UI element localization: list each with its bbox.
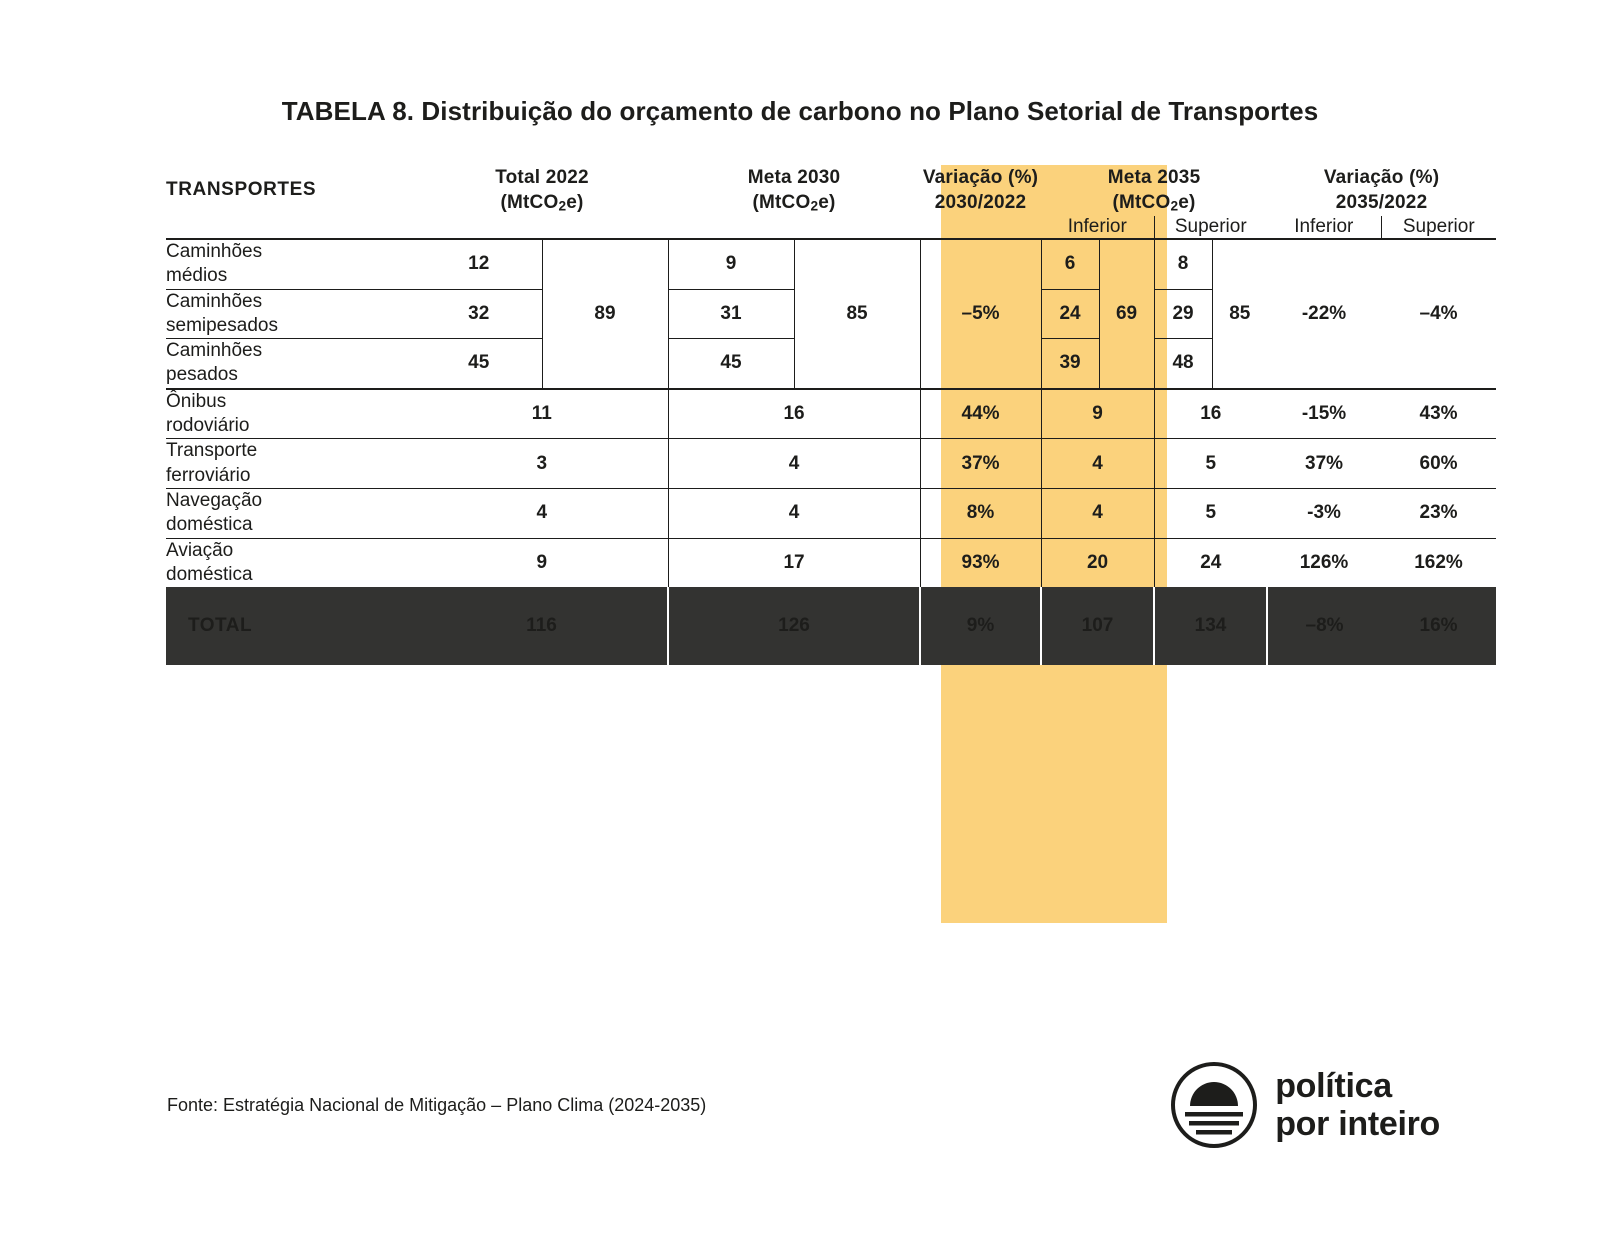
table-total-row	[166, 587, 1496, 665]
cell-caminhoes-semipesados-meta2030: 31	[668, 289, 794, 339]
row-label-navegacao: Navegação doméstica	[166, 489, 416, 539]
table-row	[166, 489, 1496, 539]
cell-ferroviario-total2022: 3	[416, 439, 668, 489]
page-title	[0, 96, 1600, 127]
cell-navegacao-meta2035-sup: 5	[1154, 489, 1267, 539]
table-number: TABELA 8.	[281, 96, 415, 126]
cell-aviacao-var2035-sup: 162%	[1381, 538, 1496, 587]
subheader-blank-var2030	[920, 216, 1041, 239]
cell-caminhoes-pesados-total2022: 45	[416, 339, 542, 389]
row-label-caminhoes-pesados: Caminhões pesados	[166, 339, 416, 389]
subheader-blank-name	[166, 216, 416, 239]
subheader-var2035-inferior: Inferior	[1294, 215, 1354, 237]
cell-navegacao-meta2035-inf: 4	[1041, 489, 1154, 539]
cell-caminhoes-medios-total2022: 12	[416, 239, 542, 289]
cell-caminhoes-pesados-meta2030: 45	[668, 339, 794, 389]
cell-caminhoes-group-var2035-inf: -22%	[1267, 239, 1381, 389]
cell-total-var2035-inf: –8%	[1267, 587, 1381, 665]
row-label-aviacao: Aviação doméstica	[166, 538, 416, 587]
cell-caminhoes-group-meta2035-sup: 85	[1212, 239, 1267, 389]
cell-total-meta2030: 126	[668, 587, 920, 665]
cell-caminhoes-pesados-meta2035-sup: 48	[1154, 339, 1212, 389]
cell-ferroviario-var2035-inf: 37%	[1267, 439, 1381, 489]
cell-ferroviario-meta2030: 4	[668, 439, 920, 489]
header-meta-2030-unit: (MtCO$_2$e)	[752, 192, 836, 214]
cell-onibus-total2022: 11	[416, 389, 668, 439]
brand-logo	[1171, 1062, 1440, 1148]
subheader-blank-meta2030	[668, 216, 920, 239]
cell-ferroviario-var2030: 37%	[920, 439, 1041, 489]
cell-caminhoes-group-var2030: –5%	[920, 239, 1041, 389]
subheader-blank-total2022	[416, 216, 668, 239]
header-transportes: TRANSPORTES	[166, 179, 317, 201]
cell-total-meta2035-inf: 107	[1041, 587, 1154, 665]
cell-navegacao-var2035-sup: 23%	[1381, 489, 1496, 539]
cell-aviacao-var2035-inf: 126%	[1267, 538, 1381, 587]
header-variacao-2030: Variação (%) 2030/2022	[922, 167, 1039, 214]
cell-caminhoes-medios-meta2035-sup: 8	[1154, 239, 1212, 289]
cell-onibus-var2035-sup: 43%	[1381, 389, 1496, 439]
table-subheader-row	[166, 216, 1496, 239]
cell-onibus-meta2035-sup: 16	[1154, 389, 1267, 439]
header-meta-2035-unit: (MtCO$_2$e)	[1112, 192, 1196, 214]
table-row	[166, 439, 1496, 489]
header-meta-2030: Meta 2030 (MtCO$_2$e)	[668, 165, 920, 216]
subheader-meta2035-superior: Superior	[1154, 216, 1267, 239]
cell-total-meta2035-sup: 134	[1154, 587, 1267, 665]
header-meta-2035: Meta 2035 (MtCO$_2$e)	[1041, 165, 1267, 216]
cell-aviacao-meta2035-sup: 24	[1154, 538, 1267, 587]
cell-navegacao-var2030: 8%	[920, 489, 1041, 539]
cell-total-var2035-sup: 16%	[1381, 587, 1496, 665]
cell-total-var2030: 9%	[920, 587, 1041, 665]
cell-caminhoes-pesados-meta2035-inf: 39	[1041, 339, 1099, 389]
source-note: Fonte: Estratégia Nacional de Mitigação – Plano Clima (2024-2035)	[167, 1095, 707, 1115]
cell-onibus-var2030: 44%	[920, 389, 1041, 439]
table-grid	[166, 165, 1496, 665]
cell-caminhoes-medios-meta2030: 9	[668, 239, 794, 289]
title-text: Distribuição do orçamento de carbono no Plano Setorial de Transportes	[421, 96, 1319, 126]
cell-aviacao-var2030: 93%	[920, 538, 1041, 587]
subheader-var2035-superior: Superior	[1381, 216, 1496, 239]
cell-ferroviario-meta2035-sup: 5	[1154, 439, 1267, 489]
cell-ferroviario-var2035-sup: 60%	[1381, 439, 1496, 489]
cell-aviacao-meta2030: 17	[668, 538, 920, 587]
cell-onibus-meta2030: 16	[668, 389, 920, 439]
header-variacao-2035: Variação (%) 2035/2022	[1323, 167, 1440, 214]
sunrise-logo-icon	[1171, 1062, 1257, 1148]
carbon-budget-table	[166, 165, 1475, 665]
subheader-meta2035-inferior: Inferior	[1067, 215, 1127, 237]
table-header-row	[166, 165, 1496, 216]
cell-caminhoes-medios-meta2035-inf: 6	[1041, 239, 1099, 289]
cell-navegacao-total2022: 4	[416, 489, 668, 539]
header-total-2022-unit: (MtCO$_2$e)	[500, 192, 584, 214]
cell-onibus-meta2035-inf: 9	[1041, 389, 1154, 439]
table-row	[166, 538, 1496, 587]
cell-navegacao-var2035-inf: -3%	[1267, 489, 1381, 539]
cell-caminhoes-group-var2035-sup: –4%	[1381, 239, 1496, 389]
cell-onibus-var2035-inf: -15%	[1267, 389, 1381, 439]
row-label-onibus: Ônibus rodoviário	[166, 389, 416, 439]
cell-navegacao-meta2030: 4	[668, 489, 920, 539]
cell-caminhoes-group-meta2035-inf: 69	[1099, 239, 1154, 389]
row-label-caminhoes-semipesados: Caminhões semipesados	[166, 289, 416, 339]
cell-aviacao-meta2035-inf: 20	[1041, 538, 1154, 587]
cell-caminhoes-group-meta2030: 85	[794, 239, 920, 389]
header-total-2022: Total 2022 (MtCO$_2$e)	[416, 165, 668, 216]
cell-caminhoes-semipesados-total2022: 32	[416, 289, 542, 339]
total-label: TOTAL	[166, 587, 416, 665]
table-row	[166, 389, 1496, 439]
cell-total-total2022: 116	[416, 587, 668, 665]
cell-caminhoes-semipesados-meta2035-sup: 29	[1154, 289, 1212, 339]
cell-caminhoes-group-total2022: 89	[542, 239, 668, 389]
cell-ferroviario-meta2035-inf: 4	[1041, 439, 1154, 489]
row-label-ferroviario: Transporte ferroviário	[166, 439, 416, 489]
row-label-caminhoes-medios: Caminhões médios	[166, 239, 416, 289]
table-row	[166, 239, 1496, 289]
cell-caminhoes-semipesados-meta2035-inf: 24	[1041, 289, 1099, 339]
brand-name: política por inteiro	[1275, 1066, 1440, 1143]
cell-aviacao-total2022: 9	[416, 538, 668, 587]
